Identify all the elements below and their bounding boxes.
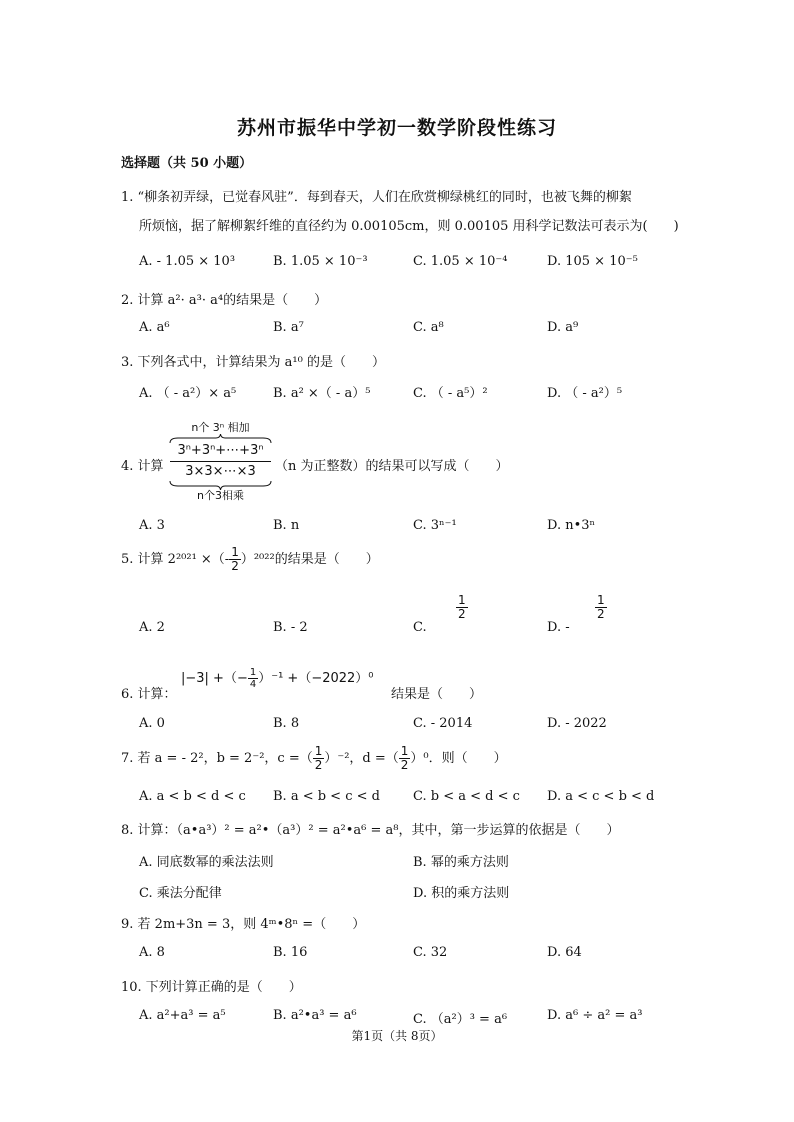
q2-option-d: D. a⁹ — [547, 320, 579, 335]
q5c-den: 2 — [458, 607, 466, 621]
question-3: 3. 下列各式中，计算结果为 a¹⁰ 的是（ ） — [121, 355, 385, 370]
q1-option-c: C. 1.05 × 10⁻⁴ — [413, 254, 508, 269]
q8-option-c: C. 乘法分配律 — [139, 886, 222, 901]
q5-option-c-fraction — [456, 594, 468, 621]
q1-option-b: B. 1.05 × 10⁻³ — [273, 254, 368, 269]
q7-f1-num: 1 — [314, 744, 323, 758]
q7-option-b: B. a < b < c < d — [273, 789, 380, 804]
q4-brace-fraction — [168, 419, 273, 501]
q7-suffix: ）⁰．则（ ） — [410, 751, 507, 766]
question-9: 9. 若 2m+3n = 3，则 4ᵐ•8ⁿ =（ ） — [121, 917, 366, 932]
q5-fraction — [229, 546, 241, 573]
question-8: 8. 计算：（a•a³）² = a²•（a³）² = a²•a⁶ = a⁸，其中，第一步运算的依据是（ ） — [121, 823, 620, 838]
q5-option-d-fraction — [595, 594, 607, 621]
q1-option-a: A. - 1.05 × 10³ — [139, 254, 236, 269]
q7-f1-den: 2 — [314, 758, 323, 772]
q5-option-d: D. - — [547, 620, 570, 635]
q4-option-d: D. n•3ⁿ — [547, 518, 596, 533]
q6-expression — [181, 667, 374, 690]
q7-mid: ）⁻²，d =（ — [324, 751, 399, 766]
question-1-line1: 1. “柳条初弄绿，已觉春风驻”．每到春天，人们在欣赏柳绿桃红的同时，也被飞舞的柳絮 — [121, 190, 632, 205]
q3-option-d: D. （ - a²）⁵ — [547, 386, 623, 401]
q5d-num: 1 — [597, 593, 605, 607]
section-heading: 选择题（共 50 小题） — [121, 156, 253, 171]
question-4-suffix: （n 为正整数）的结果可以写成（ ） — [275, 459, 509, 474]
q4-top-label: n个 3ⁿ 相加 — [191, 421, 250, 434]
q5-prefix: 5. 计算 2²⁰²¹ ×（- — [121, 552, 230, 567]
q8-option-b: B. 幂的乘方法则 — [413, 855, 509, 870]
q5-suffix: ）²⁰²²的结果是（ ） — [240, 552, 379, 567]
question-10: 10. 下列计算正确的是（ ） — [121, 980, 302, 995]
q6-option-a: A. 0 — [139, 716, 165, 731]
q4-option-b: B. n — [273, 518, 300, 533]
q4-fraction-bar — [170, 461, 271, 462]
q2-option-a: A. a⁶ — [139, 320, 170, 335]
q7-fraction-d — [399, 745, 411, 772]
q5-option-b: B. - 2 — [273, 620, 308, 635]
q6-option-b: B. 8 — [273, 716, 300, 731]
q6-frac-num: 1 — [249, 667, 257, 678]
q6-expr1: |−3| +（− — [181, 671, 248, 686]
q6-option-c: C. - 2014 — [413, 716, 473, 731]
q10-option-a: A. a²+a³ = a⁵ — [139, 1008, 226, 1023]
q4-bottom-label: n个3相乘 — [197, 489, 244, 502]
page-title: 苏州市振华中学初一数学阶段性练习 — [236, 117, 557, 139]
q5-frac-num: 1 — [231, 545, 239, 559]
q5c-num: 1 — [458, 593, 466, 607]
q3-option-b: B. a² ×（ - a）⁵ — [273, 386, 371, 401]
page-footer: 第1页（共 8页） — [351, 1029, 443, 1043]
q4-numerator: 3ⁿ+3ⁿ+⋯+3ⁿ — [177, 443, 264, 458]
question-7 — [121, 745, 507, 772]
q7-f2-num: 1 — [400, 744, 409, 758]
q3-option-c: C. （ - a⁵）² — [413, 386, 488, 401]
question-1-line2: 所烦恼，据了解柳絮纤维的直径约为 0.00105cm，则 0.00105 用科学记数法可表示为( ) — [139, 219, 679, 234]
q5-frac-den: 2 — [231, 559, 239, 573]
q9-option-d: D. 64 — [547, 945, 582, 960]
q9-option-a: A. 8 — [139, 945, 165, 960]
question-6-prefix: 6. 计算： — [121, 687, 177, 702]
question-2: 2. 计算 a²· a³· a⁴的结果是（ ） — [121, 293, 328, 308]
q1-option-d: D. 105 × 10⁻⁵ — [547, 254, 638, 269]
q10-option-b: B. a²•a³ = a⁶ — [273, 1008, 357, 1023]
q7-option-c: C. b < a < d < c — [413, 789, 520, 804]
q4-option-a: A. 3 — [139, 518, 165, 533]
q6-expr2: ）⁻¹ +（−2022）⁰ — [258, 671, 374, 686]
question-5 — [121, 546, 379, 573]
q3-option-a: A. （ - a²）× a⁵ — [139, 386, 237, 401]
q6-frac-den: 4 — [249, 679, 257, 690]
q7-option-d: D. a < c < b < d — [547, 789, 655, 804]
q7-f2-den: 2 — [400, 758, 409, 772]
q7-option-a: A. a < b < d < c — [139, 789, 246, 804]
q10-option-c: C. （a²）³ = a⁶ — [413, 1012, 508, 1027]
q6-fraction — [248, 667, 258, 690]
question-6-suffix: 结果是（ ） — [391, 687, 483, 702]
q5-option-a: A. 2 — [139, 620, 165, 635]
q8-option-d: D. 积的乘方法则 — [413, 886, 510, 901]
q5d-den: 2 — [597, 607, 605, 621]
q6-option-d: D. - 2022 — [547, 716, 607, 731]
q7-fraction-c — [313, 745, 325, 772]
q5-option-c: C. — [413, 620, 427, 635]
question-4-prefix: 4. 计算 — [121, 459, 164, 474]
q10-option-d: D. a⁶ ÷ a² = a³ — [547, 1008, 643, 1023]
q4-denominator: 3×3×⋯×3 — [185, 464, 256, 479]
q8-option-a: A. 同底数幂的乘法法则 — [139, 855, 274, 870]
q2-option-b: B. a⁷ — [273, 320, 304, 335]
q2-option-c: C. a⁸ — [413, 320, 444, 335]
q9-option-c: C. 32 — [413, 945, 448, 960]
q4-option-c: C. 3ⁿ⁻¹ — [413, 518, 457, 533]
q9-option-b: B. 16 — [273, 945, 308, 960]
q7-prefix: 7. 若 a = - 2²，b = 2⁻²，c =（ — [121, 751, 313, 766]
